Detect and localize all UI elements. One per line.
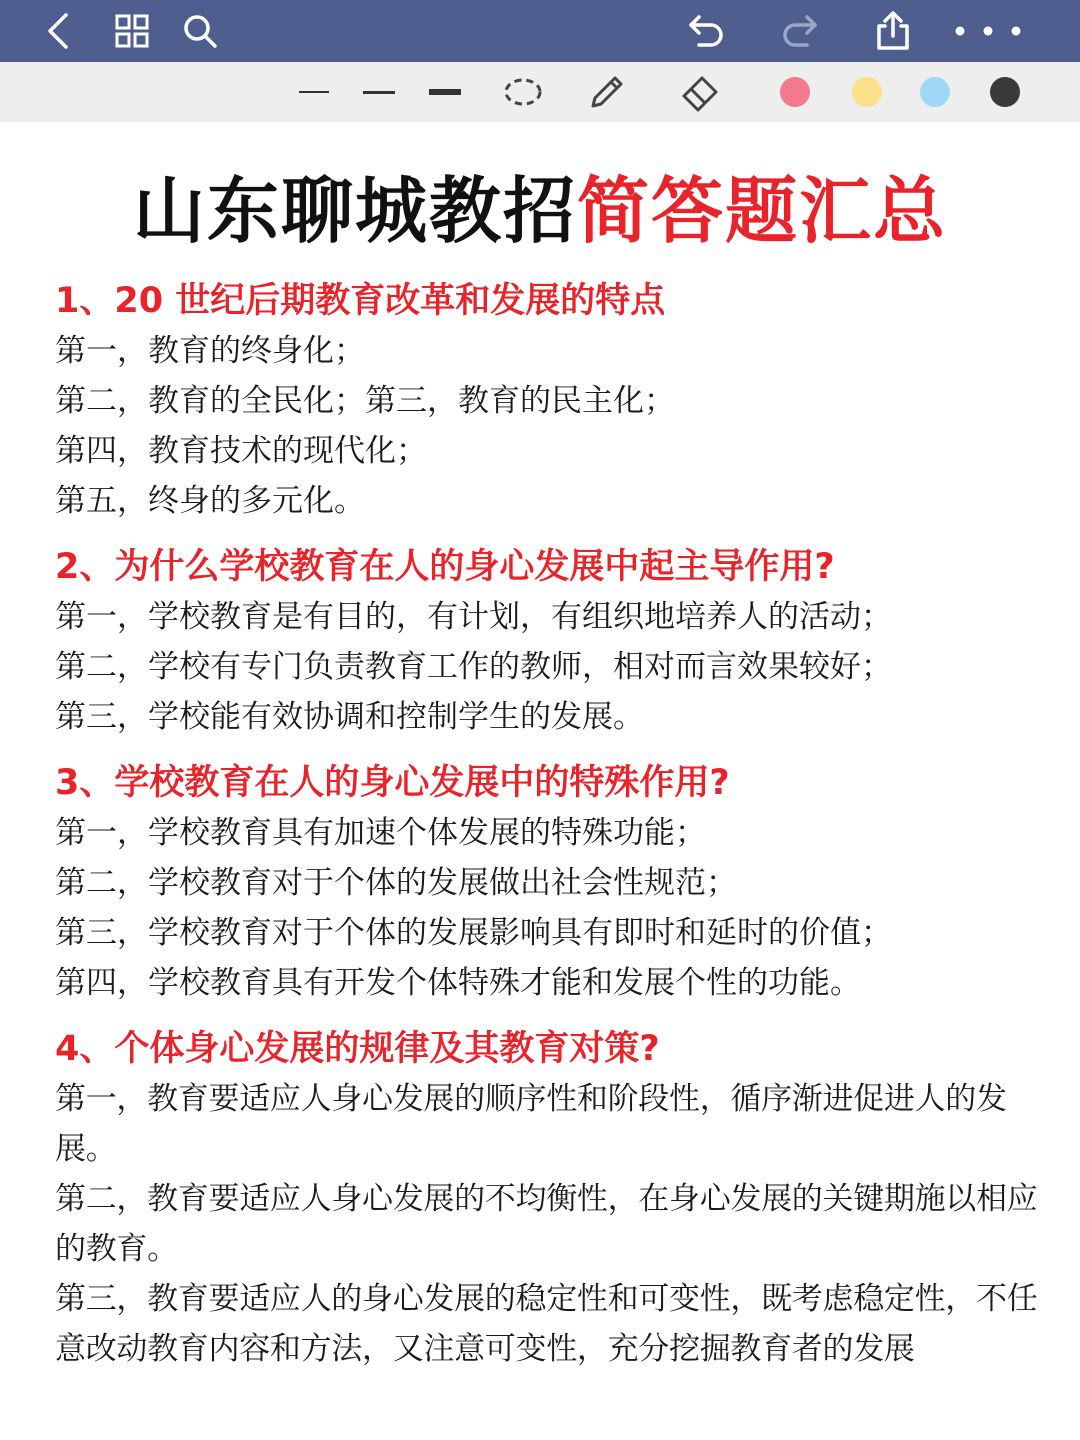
share-icon[interactable] (870, 0, 916, 62)
section-heading: 1、20 世纪后期教育改革和发展的特点 (55, 281, 666, 321)
answer-line: 第三，学校教育对于个体的发展影响具有即时和延时的价值； (55, 915, 892, 951)
color-swatch-blue[interactable] (918, 62, 952, 122)
answer-line: 第四，学校教育具有开发个体特殊才能和发展个性的功能。 (55, 965, 861, 1001)
answer-line: 第一，教育要适应人身心发展的顺序性和阶段性，循序渐进促进人的发展。 (55, 1081, 1007, 1167)
section-heading: 3、学校教育在人的身心发展中的特殊作用? (55, 763, 730, 803)
section-4 (55, 1024, 1045, 1374)
top-app-bar (0, 0, 1080, 62)
redo-icon[interactable] (776, 0, 822, 62)
answer-line: 第一，教育的终身化； (55, 333, 365, 369)
eraser-icon[interactable] (676, 62, 726, 122)
answer-line: 第一，学校教育具有加速个体发展的特殊功能； (55, 815, 706, 851)
section-2 (55, 542, 1045, 742)
color-swatch-black[interactable] (988, 62, 1022, 122)
section-heading: 4、个体身心发展的规律及其教育对策? (55, 1029, 660, 1069)
answer-line: 第一，学校教育是有目的，有计划，有组织地培养人的活动； (55, 599, 892, 635)
page-title (0, 166, 1080, 256)
grid-icon[interactable] (110, 0, 154, 62)
document-page (0, 122, 1080, 1440)
answer-line: 第三，学校能有效协调和控制学生的发展。 (55, 699, 644, 735)
thick-line-tool[interactable] (426, 62, 464, 122)
medium-line-tool[interactable] (360, 62, 398, 122)
answer-line: 第二，学校有专门负责教育工作的教师，相对而言效果较好； (55, 649, 892, 685)
section-3 (55, 758, 1045, 1008)
title-red-part: 简答题汇总 (577, 169, 948, 253)
pencil-icon[interactable] (584, 62, 630, 122)
more-icon[interactable] (950, 0, 1026, 62)
answer-line: 第二，学校教育对于个体的发展做出社会性规范； (55, 865, 737, 901)
search-icon[interactable] (178, 0, 222, 62)
thin-line-tool[interactable] (296, 62, 332, 122)
annotation-toolbar (0, 62, 1080, 122)
section-heading: 2、为什么学校教育在人的身心发展中起主导作用? (55, 547, 835, 587)
title-black-part: 山东聊城教招 (132, 169, 577, 253)
answer-line: 第五，终身的多元化。 (55, 483, 365, 519)
lasso-icon[interactable] (500, 62, 546, 122)
section-1 (55, 276, 1045, 526)
answer-line: 第三，教育要适应人的身心发展的稳定性和可变性，既考虑稳定性，不任意改动教育内容和方法，又注意可变性，充分挖掘教育者的发展 (55, 1281, 1038, 1367)
answer-line: 第二，教育的全民化；第三，教育的民主化； (55, 383, 675, 419)
undo-icon[interactable] (684, 0, 730, 62)
answer-line: 第四，教育技术的现代化； (55, 433, 427, 469)
color-swatch-pink[interactable] (778, 62, 812, 122)
document-content (55, 276, 1045, 1390)
answer-line: 第二，教育要适应人身心发展的不均衡性，在身心发展的关键期施以相应的教育。 (55, 1181, 1038, 1267)
back-icon[interactable] (36, 0, 80, 62)
color-swatch-yellow[interactable] (850, 62, 884, 122)
